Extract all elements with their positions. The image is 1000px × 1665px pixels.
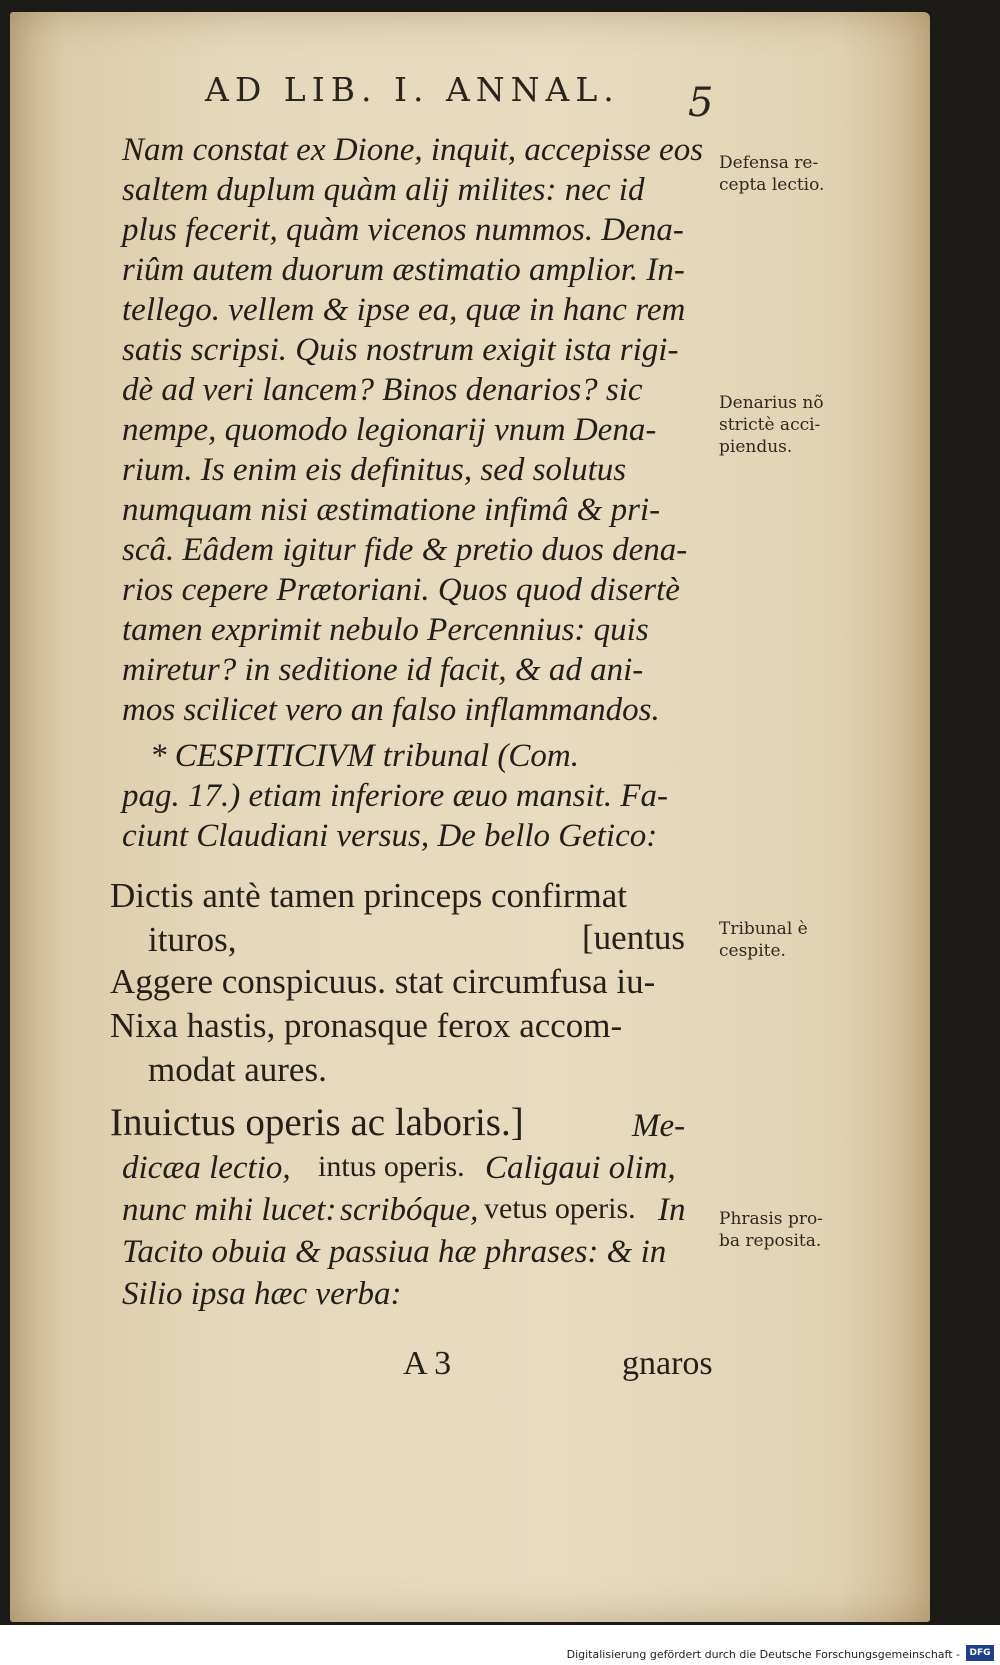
margin-note: Defensa re- cepta lectio. xyxy=(719,153,825,195)
verse-line: Nixa hastis, pronasque ferox accom- xyxy=(110,1006,623,1045)
text-segment: In xyxy=(658,1192,686,1228)
text-segment: Caligaui olim, xyxy=(485,1150,676,1186)
text-line: scâ. Eâdem igitur fide & pretio duos dena- xyxy=(122,532,688,568)
margin-note: Phrasis pro- ba reposita. xyxy=(719,1209,823,1251)
footer-credit: Digitalisierung gefördert durch die Deutsche Forschungsgemeinschaft - xyxy=(566,1648,960,1661)
text-line: mos scilicet vero an falso inflammandos. xyxy=(122,692,660,728)
text-segment: nunc mihi lucet: xyxy=(122,1192,337,1228)
text-line: tellego. vellem & ipse ea, quæ in hanc rem xyxy=(122,292,686,328)
text-segment: dicæa lectio, xyxy=(122,1150,291,1186)
text-line: rium. Is enim eis definitus, sed solutus xyxy=(122,452,627,488)
margin-note: Tribunal è cespite. xyxy=(719,919,808,961)
text-line: tamen exprimit nebulo Percennius: quis xyxy=(122,612,649,648)
text-segment: scribóque, xyxy=(340,1192,479,1228)
verse-line: Aggere conspicuus. stat circumfusa iu- xyxy=(110,962,656,1001)
text-line: ciunt Claudiani versus, De bello Getico: xyxy=(122,818,658,854)
lemma: Inuictus operis ac laboris.] xyxy=(110,1101,524,1144)
signature-mark: A 3 xyxy=(403,1345,452,1382)
text-line: Tacito obuia & passiua hæ phrases: & in xyxy=(122,1234,667,1270)
text-segment: intus operis. xyxy=(318,1150,465,1183)
text-line: pag. 17.) etiam inferiore æuo mansit. Fa- xyxy=(122,778,668,814)
text-segment: Me- xyxy=(632,1108,686,1144)
verse-line: modat aures. xyxy=(148,1050,327,1089)
text-line: Silio ipsa hæc verba: xyxy=(122,1276,402,1312)
text-line: saltem duplum quàm alij milites: nec id xyxy=(122,172,645,208)
text-line: plus fecerit, quàm vicenos nummos. Dena- xyxy=(122,212,684,248)
text-line: nempe, quomodo legionarij vnum Dena- xyxy=(122,412,657,448)
running-header: AD LIB. I. ANNAL. xyxy=(205,70,620,109)
text-line: Nam constat ex Dione, inquit, accepisse eos xyxy=(122,132,704,168)
catchword: gnaros xyxy=(622,1345,713,1382)
text-segment: vetus operis. xyxy=(484,1192,636,1225)
dfg-logo-icon: DFG xyxy=(966,1645,994,1661)
text-line: * CESPITICIVM tribunal (Com. xyxy=(150,738,579,774)
text-line: miretur? in seditione id facit, & ad ani- xyxy=(122,652,644,688)
text-line: riûm autem duorum æstimatio amplior. In- xyxy=(122,252,685,288)
text-line: dè ad veri lancem? Binos denarios? sic xyxy=(122,372,643,408)
margin-note: Denarius nõ strictè acci- piendus. xyxy=(719,393,824,457)
page-number: 5 xyxy=(688,80,714,126)
text-line: satis scripsi. Quis nostrum exigit ista rigi- xyxy=(122,332,679,368)
verse-line: [uentus xyxy=(582,918,686,957)
verse-line: ituros, xyxy=(148,920,237,959)
text-line: rios cepere Prætoriani. Quos quod disertè xyxy=(122,572,680,608)
text-line: numquam nisi æstimatione infimâ & pri- xyxy=(122,492,661,528)
verse-line: Dictis antè tamen princeps confirmat xyxy=(110,876,628,915)
